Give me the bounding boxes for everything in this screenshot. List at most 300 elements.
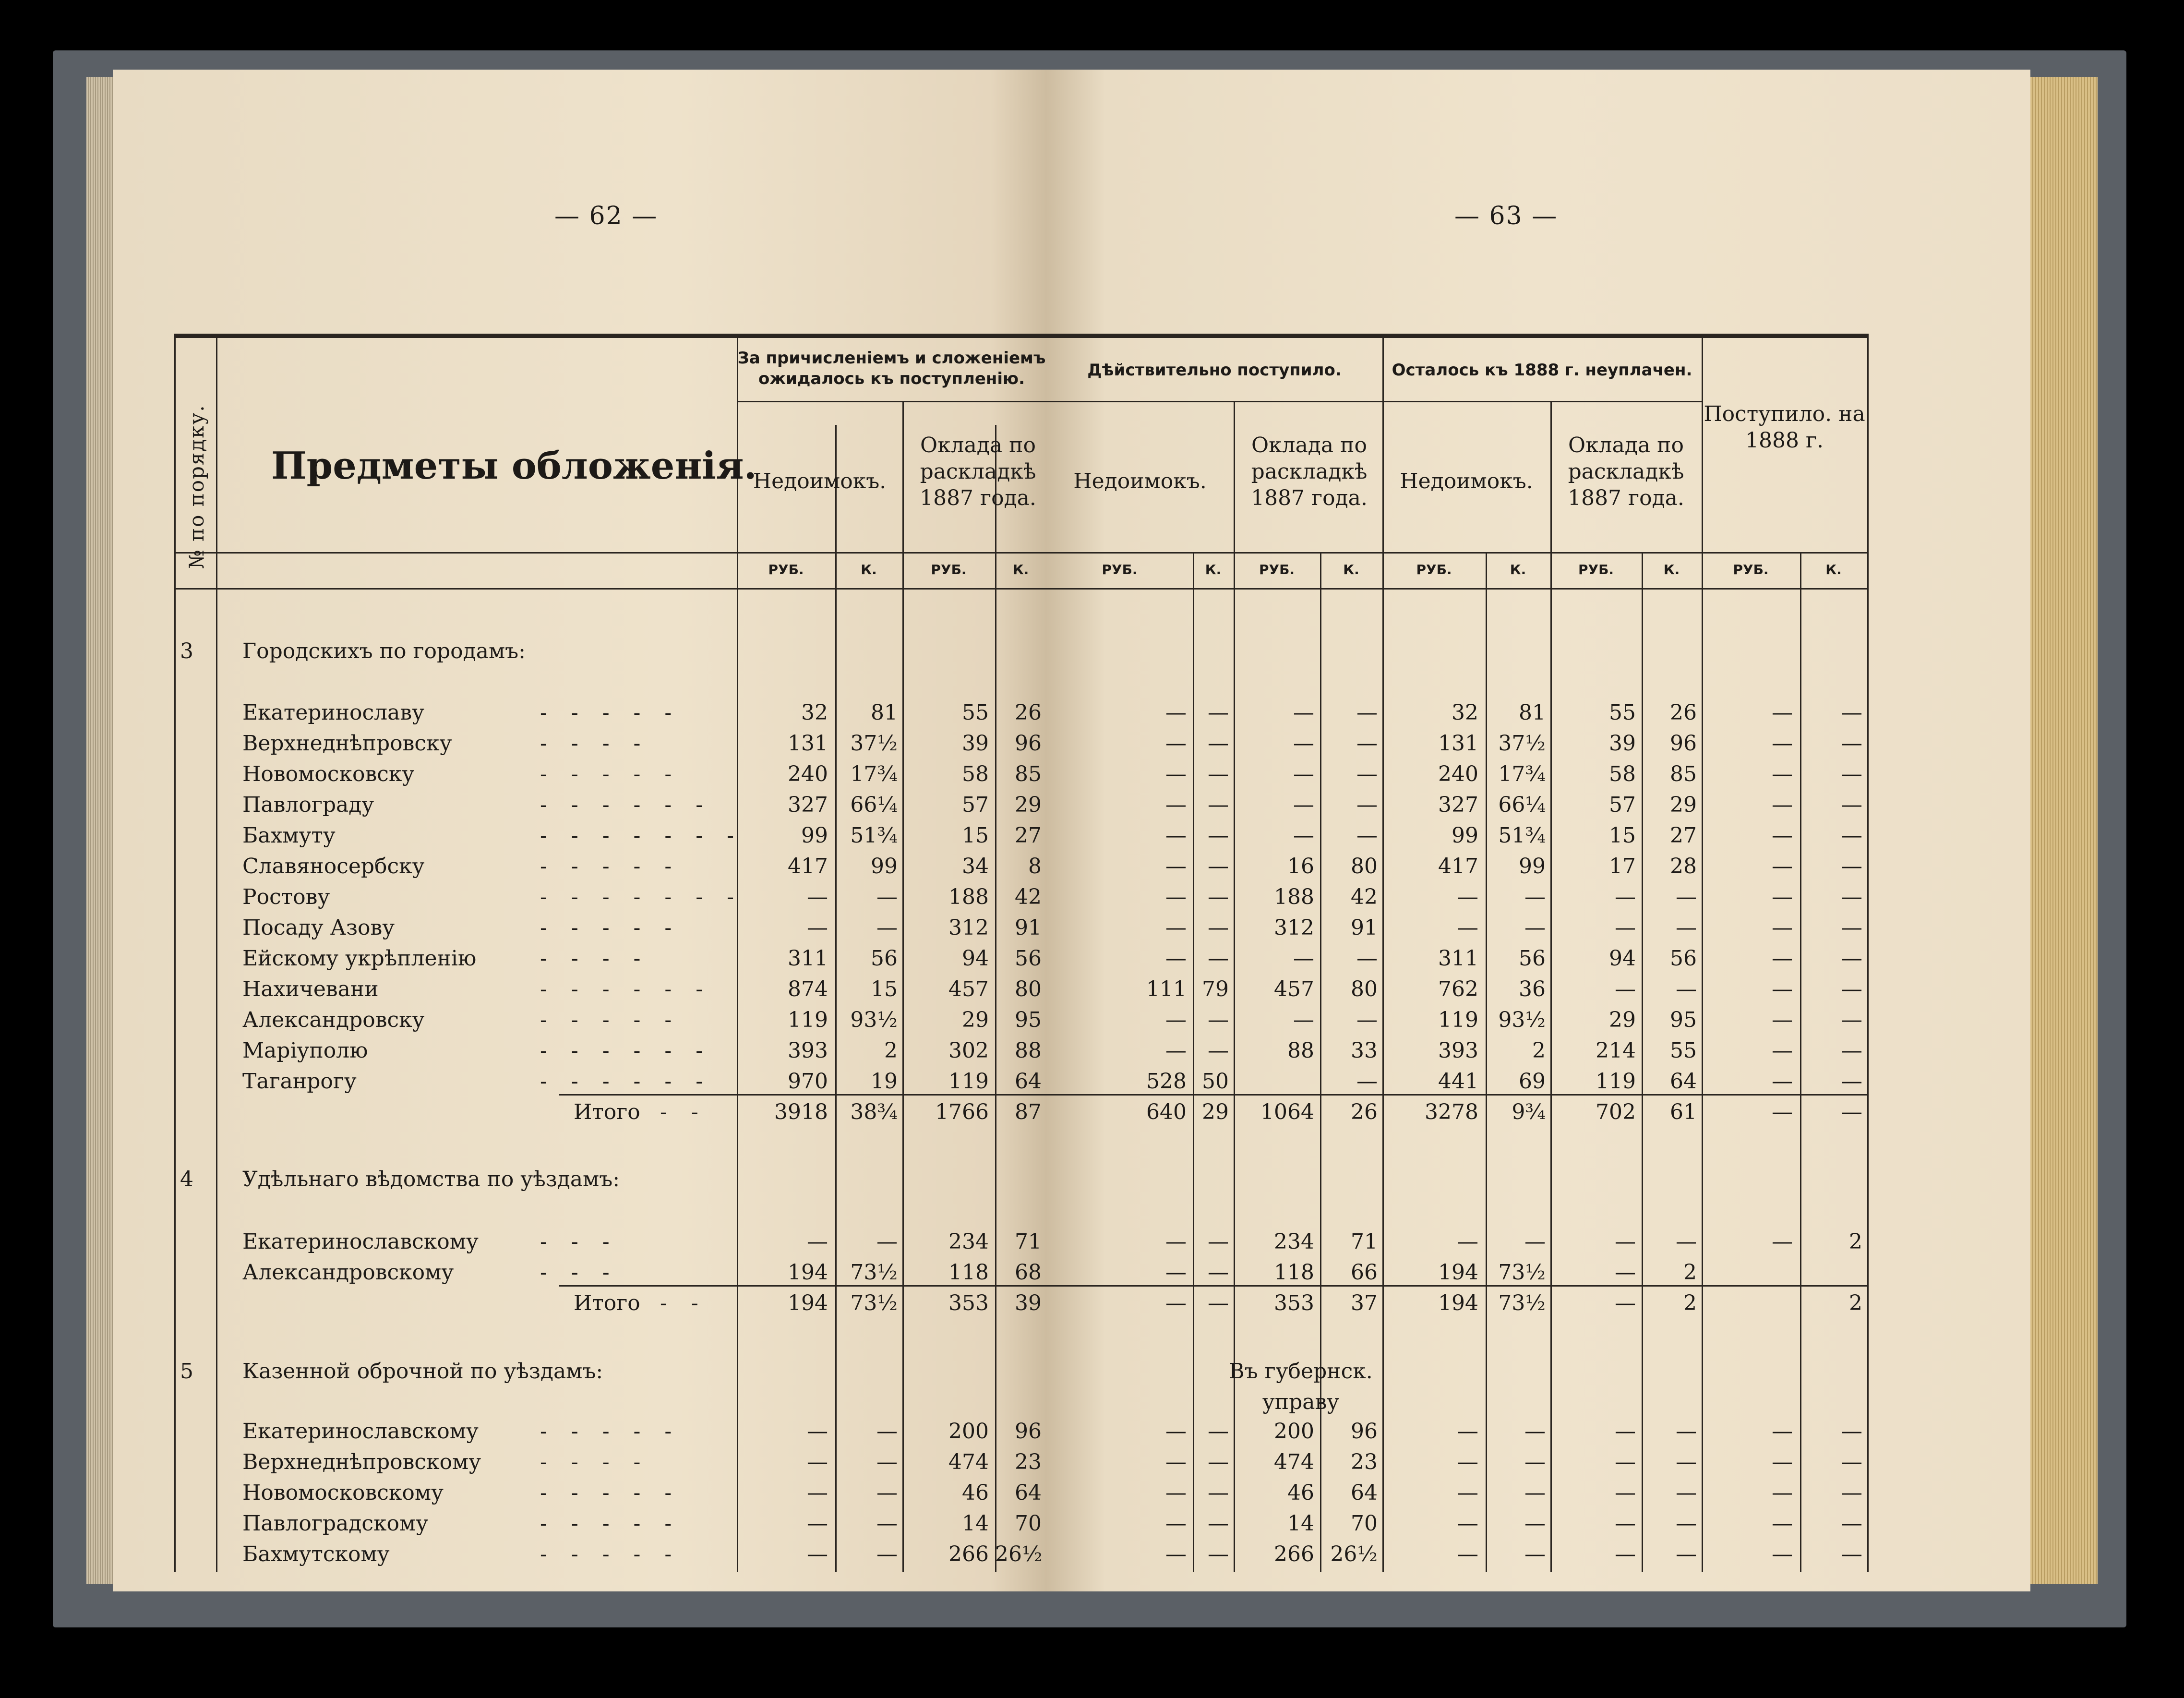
value-cell: — [876,1481,898,1505]
value-cell: — [1293,1008,1314,1032]
table-row [1046,820,2030,851]
value-cell: 51¾ [850,823,898,848]
leader-dots: - - - - - [540,1542,681,1566]
table-row [113,913,1046,943]
table-row [113,820,1046,851]
value-cell: — [1356,793,1378,817]
value-cell: — [1676,1419,1697,1444]
value-cell [1702,1288,1793,1319]
value-cell: — [1208,1450,1229,1474]
value-cell: — [1615,1291,1636,1315]
table-row [1046,851,2030,882]
value-cell: 26 [1351,1100,1378,1124]
value-cell: — [1615,1481,1636,1505]
value-cell: — [1293,731,1314,756]
value-cell: — [1293,823,1314,848]
value-cell: 2 [1683,1291,1697,1315]
value-cell: 200 [948,1419,989,1444]
value-cell: 474 [1274,1450,1314,1474]
value-cell: 194 [788,1260,828,1285]
value-cell: — [1841,762,1862,786]
value-cell: 29 [1609,1008,1636,1032]
value-cell: 28 [1670,854,1697,879]
value-cell: — [1165,1542,1187,1566]
value-cell: — [1165,1481,1187,1505]
table-row [113,882,1046,913]
value-cell: — [1841,1542,1862,1566]
row-label: Верхнеднѣпровску [242,731,452,756]
value-cell: 58 [1609,762,1636,786]
value-cell: — [1356,1069,1378,1094]
value-cell: 50 [1202,1069,1229,1094]
table-row [1046,943,2030,974]
value-cell: — [1524,1419,1546,1444]
value-cell [1234,1066,1314,1097]
value-cell: — [1772,1450,1793,1474]
leader-dots: - - [660,1291,707,1315]
value-cell: — [1676,1450,1697,1474]
value-cell: 71 [1351,1229,1378,1254]
value-cell: — [807,885,828,909]
kop-header: К. [1012,562,1029,578]
section-row [1046,636,2030,667]
value-cell: 2 [1849,1229,1862,1254]
value-cell: 118 [1274,1260,1314,1285]
value-cell: 266 [1274,1542,1314,1566]
row-label: Бахмутскому [242,1542,390,1566]
table-row [1046,1447,2030,1478]
total-rule [1046,1285,1867,1287]
salary-header: Оклада по раскладкѣ 1887 года. [1568,433,1684,510]
value-cell: 96 [1015,731,1042,756]
table-row [113,1066,1046,1097]
value-cell: — [1165,731,1187,756]
value-cell: 302 [948,1038,989,1063]
leader-dots: - - - - - [540,762,681,786]
rub-header: РУБ. [931,562,967,578]
value-cell: 39 [962,731,989,756]
value-cell: 87 [1015,1100,1042,1124]
section-note: Въ губернск. управу [1229,1359,1373,1414]
value-cell: — [1615,1260,1636,1285]
value-cell: 95 [1015,1008,1042,1032]
leader-dots: - - - - - [540,1419,681,1444]
row-label: Екатеринославскому [242,1229,479,1254]
value-cell: 80 [1015,977,1042,1001]
value-cell: 441 [1438,1069,1478,1094]
value-cell: 88 [1287,1038,1314,1063]
kop-header: К. [1825,562,1842,578]
value-cell: 73½ [850,1291,898,1315]
value-cell: 119 [948,1069,989,1094]
value-cell: — [1457,1419,1478,1444]
value-cell: 200 [1274,1419,1314,1444]
value-cell: 69 [1519,1069,1546,1094]
table-row [1046,790,2030,820]
row-label: Новомосковску [242,762,415,786]
value-cell: — [807,915,828,940]
value-cell: — [1615,1511,1636,1536]
value-cell: — [1676,977,1697,1001]
value-cell: 88 [1015,1038,1042,1063]
leader-dots: - - - - [540,1450,649,1474]
table-row [1046,1066,2030,1097]
section-label: Городскихъ по городамъ: [242,639,526,663]
value-cell: 64 [1015,1069,1042,1094]
value-cell: 111 [1146,977,1187,1001]
value-cell: 94 [962,946,989,971]
value-cell: 266 [948,1542,989,1566]
table-row [1046,1508,2030,1539]
value-cell: 80 [1351,977,1378,1001]
table-row [1046,913,2030,943]
value-cell: — [1772,946,1793,971]
total-row [113,1288,1046,1319]
section-row [1046,1356,2030,1414]
section-row [1046,1164,2030,1195]
leader-dots: - - - - - - - [540,885,743,909]
value-cell: — [1524,1511,1546,1536]
value-cell: 194 [788,1291,828,1315]
value-cell: 91 [1351,915,1378,940]
value-cell: 73½ [850,1260,898,1285]
value-cell: — [1841,885,1862,909]
value-cell: 55 [1609,700,1636,725]
row-number-header: № по порядку. [185,404,208,569]
value-cell: 80 [1351,854,1378,879]
value-cell: 70 [1015,1511,1042,1536]
value-cell: — [1457,1450,1478,1474]
rub-header: РУБ. [1102,562,1138,578]
value-cell: — [1615,915,1636,940]
table-row [1046,1036,2030,1066]
header-bottom-rule-1 [1046,552,1867,554]
leader-dots: - - - - [540,946,649,971]
row-label: Павлограду [242,793,374,817]
value-cell: 2 [884,1038,898,1063]
table-row [1046,1257,2030,1288]
kop-header: К. [1510,562,1526,578]
value-cell: 38¾ [850,1100,898,1124]
value-cell: 17 [1609,854,1636,879]
value-cell: — [1772,762,1793,786]
leader-dots: - - - [540,1260,618,1285]
value-cell: 71 [1015,1229,1042,1254]
value-cell: — [1208,1542,1229,1566]
value-cell [1800,1257,1862,1288]
row-label: Александровскому [242,1260,454,1285]
row-label: Александровску [242,1008,425,1032]
table-top-rule [174,334,1046,338]
value-cell: 26½ [1330,1542,1378,1566]
value-cell: — [1615,885,1636,909]
table-row [113,698,1046,728]
value-cell: — [1457,915,1478,940]
value-cell: — [1841,1481,1862,1505]
value-cell: — [1772,1511,1793,1536]
value-cell: 2 [1849,1291,1862,1315]
left-page [113,70,1046,1591]
value-cell: — [1165,915,1187,940]
header-bottom-rule-2 [1046,588,1867,590]
value-cell: 56 [1519,946,1546,971]
value-cell: — [1676,1511,1697,1536]
value-cell: — [1772,1229,1793,1254]
value-cell: — [1772,1542,1793,1566]
value-cell: 417 [788,854,828,879]
value-cell: — [807,1229,828,1254]
value-cell: 99 [871,854,898,879]
value-cell: — [1841,1038,1862,1063]
value-cell: — [1208,915,1229,940]
value-cell: 240 [1438,762,1478,786]
value-cell: — [1676,885,1697,909]
value-cell: — [1208,1038,1229,1063]
row-label: Нахичевани [242,977,379,1001]
value-cell: — [1524,915,1546,940]
value-cell: — [1165,793,1187,817]
table-row [1046,698,2030,728]
total-rule [559,1094,1046,1096]
table-row [113,943,1046,974]
section-label: Казенной оброчной по уѣздамъ: [242,1359,603,1384]
value-cell: 96 [1351,1419,1378,1444]
value-cell: 32 [801,700,828,725]
value-cell: 17¾ [850,762,898,786]
section-number: 5 [180,1359,193,1384]
value-cell: — [1165,946,1187,971]
rub-header: РУБ. [768,562,804,578]
value-cell: 3918 [774,1100,828,1124]
value-cell: — [1208,1511,1229,1536]
value-cell: — [1293,762,1314,786]
kop-header: К. [1663,562,1680,578]
value-cell: — [1841,915,1862,940]
value-cell: 37 [1351,1291,1378,1315]
value-cell: 64 [1015,1481,1042,1505]
table-row [1046,1005,2030,1036]
value-cell: — [807,1450,828,1474]
value-cell: — [1208,854,1229,879]
subjects-header: Предметы обложенія. [271,444,757,488]
row-label: Маріуполю [242,1038,368,1063]
header-bottom-rule-2 [174,588,1046,590]
value-cell: — [1524,885,1546,909]
value-cell: 39 [1609,731,1636,756]
total-row [1046,1288,2030,1319]
value-cell: — [1208,823,1229,848]
value-cell: 234 [948,1229,989,1254]
value-cell: 640 [1146,1100,1187,1124]
value-cell: — [876,1511,898,1536]
value-cell: — [1165,1511,1187,1536]
value-cell: 353 [948,1291,989,1315]
value-cell: — [1356,731,1378,756]
leader-dots: - - [660,1100,707,1124]
value-cell: — [1841,823,1862,848]
value-cell: — [1293,700,1314,725]
value-cell: 96 [1670,731,1697,756]
row-label: Ейскому укрѣпленію [242,946,477,971]
value-cell: — [1457,1481,1478,1505]
value-cell: — [1615,977,1636,1001]
value-cell: — [1165,823,1187,848]
value-cell: 27 [1670,823,1697,848]
value-cell: 528 [1146,1069,1187,1094]
value-cell: 311 [788,946,828,971]
value-cell: 66¼ [850,793,898,817]
value-cell: — [1208,1419,1229,1444]
value-cell: — [1457,885,1478,909]
value-cell: 874 [788,977,828,1001]
value-cell: — [1165,1291,1187,1315]
value-cell: 46 [962,1481,989,1505]
value-cell: — [1772,977,1793,1001]
value-cell: 19 [871,1069,898,1094]
row-label: Екатеринославскому [242,1419,479,1444]
value-cell: 312 [948,915,989,940]
value-cell: — [1676,1481,1697,1505]
value-cell: — [1772,700,1793,725]
total-row [1046,1097,2030,1128]
value-cell: 39 [1015,1291,1042,1315]
kop-header: К. [1205,562,1222,578]
row-label: Верхнеднѣпровскому [242,1450,481,1474]
value-cell: 14 [962,1511,989,1536]
value-cell: 99 [1452,823,1478,848]
value-cell: 58 [962,762,989,786]
value-cell: 99 [801,823,828,848]
table-row [113,1508,1046,1539]
value-cell: 240 [788,762,828,786]
value-cell: — [807,1481,828,1505]
value-cell: — [1356,700,1378,725]
value-cell: 417 [1438,854,1478,879]
rub-header: РУБ. [1416,562,1452,578]
value-cell: 64 [1670,1069,1697,1094]
value-cell: 762 [1438,977,1478,1001]
value-cell: 55 [1670,1038,1697,1063]
rub-header: РУБ. [1259,562,1295,578]
value-cell: — [1841,854,1862,879]
value-cell: — [1208,885,1229,909]
table-row [1046,1539,2030,1570]
value-cell: — [1841,1419,1862,1444]
value-cell: 66¼ [1498,793,1546,817]
value-cell: — [1772,1100,1793,1124]
total-rule [1046,1094,1867,1096]
value-cell: 56 [871,946,898,971]
value-cell: — [1676,915,1697,940]
value-cell: 29 [1202,1100,1229,1124]
row-label: Таганрогу [242,1069,357,1094]
value-cell: — [1772,823,1793,848]
table-row [113,1036,1046,1066]
value-cell: 1766 [935,1100,989,1124]
value-cell: 46 [1287,1481,1314,1505]
value-cell: — [1841,977,1862,1001]
table-row [113,790,1046,820]
value-cell: — [1208,793,1229,817]
table-row [1046,882,2030,913]
value-cell: 23 [1015,1450,1042,1474]
value-cell: 56 [1670,946,1697,971]
value-cell: 27 [1015,823,1042,848]
value-cell: — [1676,1542,1697,1566]
group-expected-rule [737,401,1046,402]
value-cell: 81 [1519,700,1546,725]
value-cell: 9¾ [1512,1100,1546,1124]
value-cell: — [1208,1008,1229,1032]
value-cell: 36 [1519,977,1546,1001]
group-remaining-header: Осталось къ 1888 г. неуплачен. [1392,361,1692,380]
arrears-header: Недоимокъ. [1400,469,1533,494]
value-cell: 61 [1670,1100,1697,1124]
value-cell: — [1615,1542,1636,1566]
value-cell: — [807,1511,828,1536]
table-row [113,1447,1046,1478]
value-cell: — [1356,762,1378,786]
value-cell: 702 [1596,1100,1636,1124]
rub-header: РУБ. [1733,562,1769,578]
table-row [113,1478,1046,1508]
group-received-header: Дѣйствительно поступило. [1087,361,1342,380]
total-rule [559,1285,1046,1287]
value-cell: 457 [1274,977,1314,1001]
value-cell: — [1208,946,1229,971]
value-cell: — [1208,1229,1229,1254]
leader-dots: - - - - - [540,1008,681,1032]
value-cell: 327 [1438,793,1478,817]
value-cell: 23 [1351,1450,1378,1474]
value-cell: 29 [1015,793,1042,817]
value-cell: — [1457,1542,1478,1566]
value-cell: — [1615,1229,1636,1254]
arrears-header-left: Недоимокъ. [753,469,887,494]
value-cell: — [1208,700,1229,725]
value-cell: — [1841,1450,1862,1474]
value-cell: — [1841,1008,1862,1032]
value-cell: — [1165,854,1187,879]
value-cell: — [1772,1008,1793,1032]
value-cell: 99 [1519,854,1546,879]
value-cell: — [1841,793,1862,817]
value-cell: — [1293,946,1314,971]
arrears-header: Недоимокъ. [1073,469,1207,494]
section-label: Удѣльнаго вѣдомства по уѣздамъ: [242,1167,620,1192]
value-cell: — [1772,915,1793,940]
value-cell: 970 [788,1069,828,1094]
table-row [113,1227,1046,1257]
section-number: 4 [180,1167,193,1192]
section-row [113,1164,1046,1195]
leader-dots: - - - - - - [540,793,712,817]
salary-header-left: Оклада по раскладкѣ 1887 года. [920,433,1036,510]
value-cell: 474 [948,1450,989,1474]
value-cell: — [1841,731,1862,756]
value-cell: — [807,1419,828,1444]
value-cell: 17¾ [1498,762,1546,786]
leader-dots: - - - - - [540,1481,681,1505]
value-cell: — [1772,854,1793,879]
value-cell: 95 [1670,1008,1697,1032]
table-row [1046,728,2030,759]
value-cell: — [1208,762,1229,786]
row-label: Посаду Азову [242,915,395,940]
value-cell: — [1165,1260,1187,1285]
value-cell: — [1615,1419,1636,1444]
value-cell: — [1772,1481,1793,1505]
